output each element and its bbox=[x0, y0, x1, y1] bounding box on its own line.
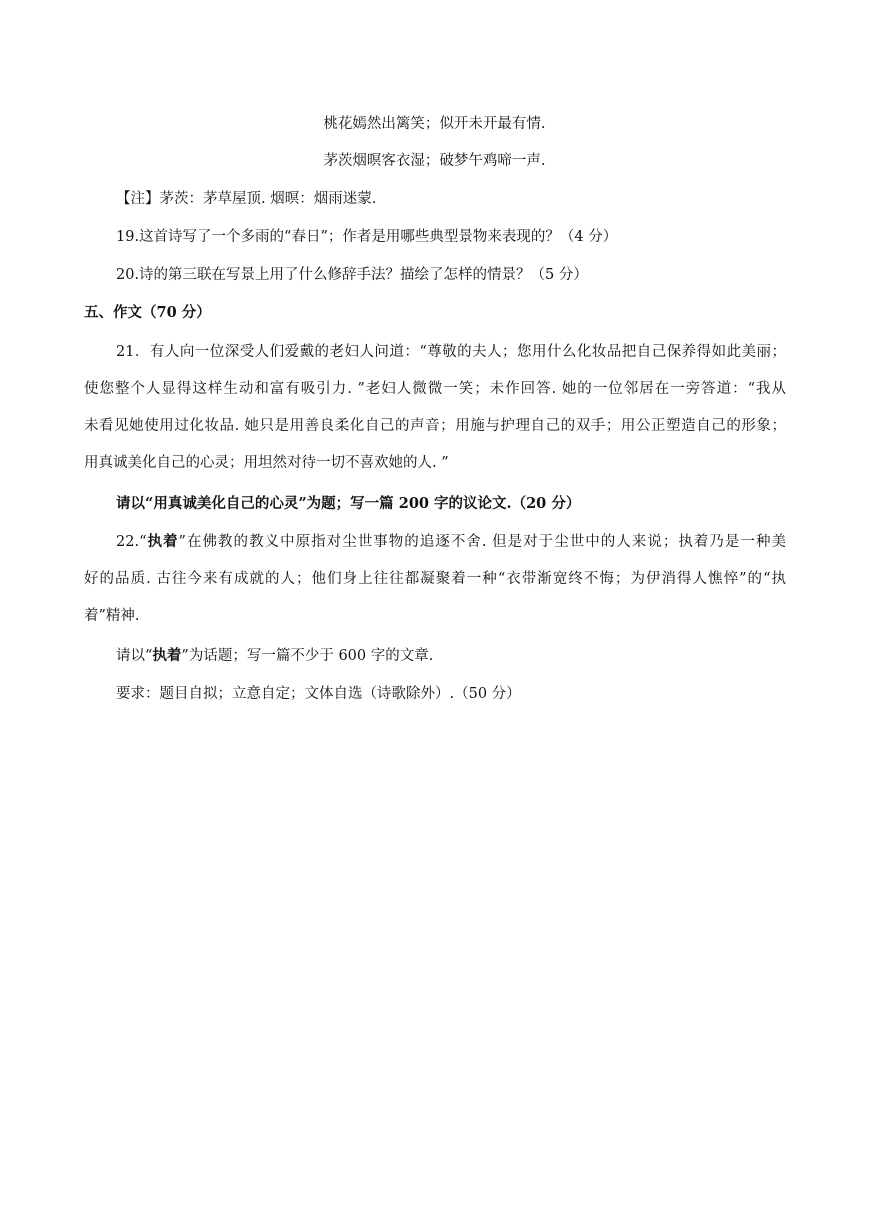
question-22-requirements: 要求：题目自拟；立意自定；文体自选（诗歌除外）.（50 分） bbox=[116, 686, 521, 702]
question-21 bbox=[84, 342, 786, 490]
prompt-suffix: ”为话题；写一篇不少于 600 字的文章. bbox=[181, 648, 434, 664]
question-19: 19.这首诗写了一个多雨的“春日”；作者是用哪些典型景物来表现的？（4 分） bbox=[116, 229, 618, 245]
question-22 bbox=[84, 532, 786, 643]
poem-note: 【注】茅茨：茅草屋顶. 烟暝：烟雨迷蒙. bbox=[116, 191, 377, 207]
section-heading-composition: 五、作文（70 分） bbox=[84, 304, 211, 321]
prompt-keyword: 执着 bbox=[152, 647, 182, 664]
question-22-number: 22. bbox=[116, 534, 140, 550]
question-22-row-3: 着”精神. bbox=[84, 608, 140, 624]
poem-line-1: 桃花嫣然出篱笑；似开未开最有情. bbox=[323, 116, 546, 132]
keyword-zhizhuo: 执着 bbox=[146, 533, 179, 550]
question-22-row-1-text: ”在佛教的教义中原指对尘世事物的追逐不舍. 但是对于尘世中的人来说；执着乃是一种美 bbox=[178, 534, 786, 550]
question-21-row-1: 21．有人向一位深受人们爱戴的老妇人问道：“尊敬的夫人；您用什么化妆品把自己保养得如此美丽； bbox=[116, 344, 786, 360]
poem-line-2: 茅茨烟暝客衣湿；破梦午鸡啼一声. bbox=[323, 153, 546, 169]
question-22-prompt bbox=[116, 646, 433, 666]
question-22-row-2: 好的品质. 古往今来有成就的人；他们身上往往都凝聚着一种“衣带渐宽终不悔；为伊消得人憔悴”的“执 bbox=[84, 571, 786, 587]
question-21-row-4: 用真诚美化自己的心灵；用坦然对待一切不喜欢她的人. ” bbox=[84, 455, 449, 471]
quote-open: “ bbox=[139, 534, 147, 550]
question-22-row-1 bbox=[84, 532, 786, 552]
question-21-row-3: 未看见她使用过化妆品. 她只是用善良柔化自己的声音；用施与护理自己的双手；用公正塑造自己的形象； bbox=[84, 418, 786, 434]
question-21-row-2: 使您整个人显得这样生动和富有吸引力. ”老妇人微微一笑；未作回答. 她的一位邻居在一旁答道：“我从 bbox=[84, 381, 786, 397]
prompt-prefix: 请以“ bbox=[116, 648, 153, 664]
question-21-prompt: 请以“用真诚美化自己的心灵”为题；写一篇 200 字的议论文.（20 分） bbox=[116, 495, 581, 512]
question-20: 20.诗的第三联在写景上用了什么修辞手法？描绘了怎样的情景？（5 分） bbox=[116, 267, 588, 283]
